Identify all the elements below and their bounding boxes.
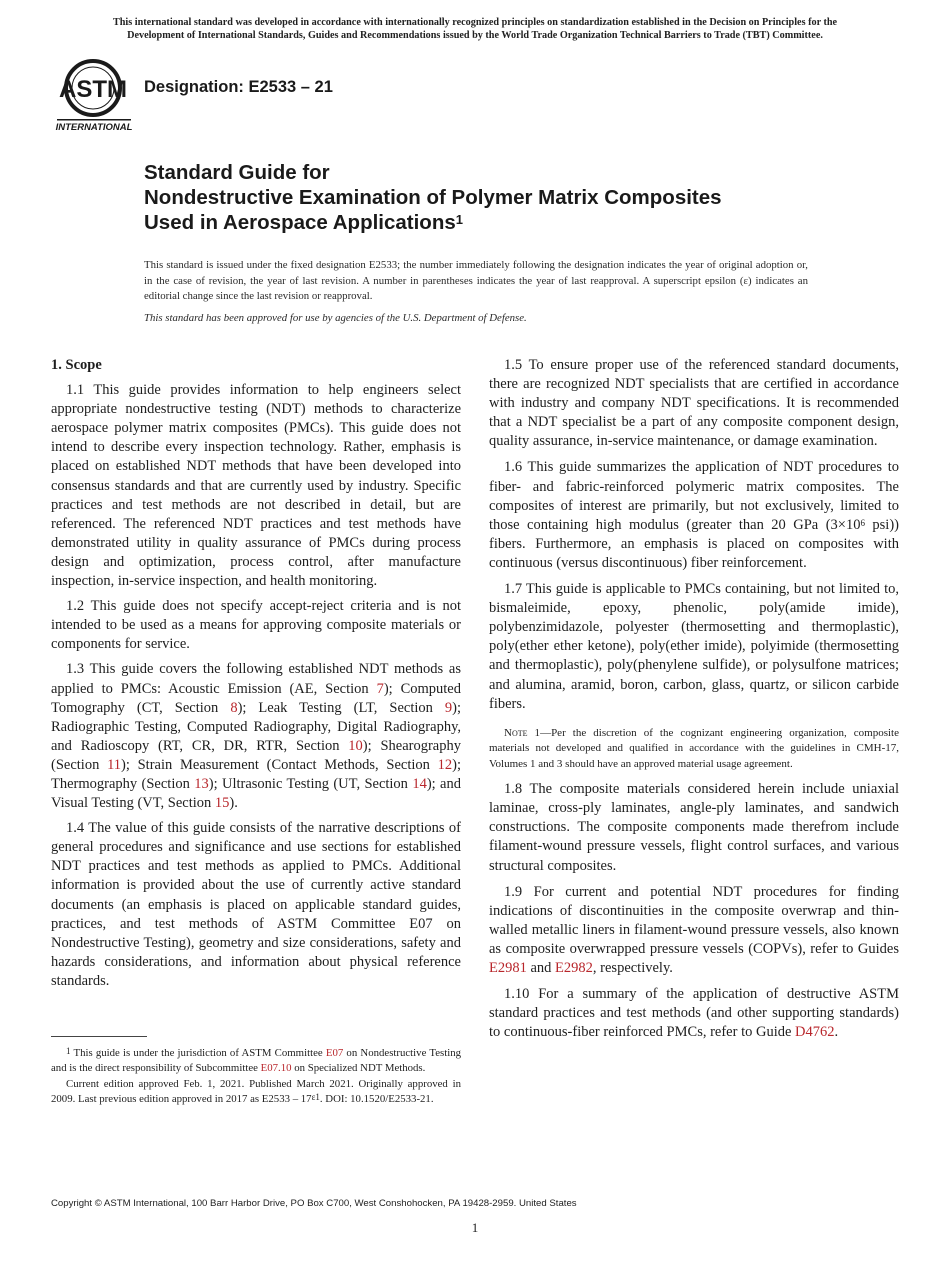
tbt-notice (40, 16, 910, 42)
p16-text: 1.6 This guide summarizes the application of NDT procedures to fiber- and fabric-reinforced polymeric matrix composites. The composites of interest are primarily, but not exclusively, limited to those containing high modulus (greater than 20 GPa (3×10 (489, 459, 899, 533)
logo-text: INTERNATIONAL (55, 122, 133, 133)
astm-international-logo (53, 57, 135, 133)
section-7-link[interactable]: 7 (376, 680, 384, 697)
fn1-text: This guide is under the jurisdiction of ASTM Committee (70, 1047, 326, 1059)
document-title (144, 160, 844, 235)
p19-text: and (526, 960, 556, 977)
section-10-link[interactable]: 10 (348, 737, 363, 754)
section-9-link[interactable]: 9 (444, 699, 453, 716)
footnote-mark: 1 (66, 1046, 71, 1056)
p13-text: ); Computed Tomography (CT, Section (51, 680, 461, 716)
p110-text: 1.10 For a summary of the application of destructive ASTM standard practices and test methods (and other supporting standards) to continuous-fiber reinforced PMCs, refer to Guide (489, 986, 899, 1041)
p13-text: ); Ultrasonic Testing (UT, Section (208, 775, 413, 792)
note-text: —Per the discretion of the cognizant engineering organization, composite materials not developed and qualified in accordance with the guidelines in CMH-17, Volumes 1 and 3 should have an approved material usage agreement. (489, 726, 899, 770)
title-line-1: Standard Guide for (144, 161, 330, 184)
exponent: 6 (860, 517, 865, 528)
note-label: Note 1 (504, 726, 541, 739)
page-number: 1 (471, 1220, 479, 1235)
paragraph-1-8: 1.8 The composite materials considered herein include uniaxial laminae, cross-ply laminates, angle-ply laminates, and sandwich constructions. The composite components made therefrom include filament-wound pressure vessels, flight control surfaces, and various structural composites. (489, 781, 899, 874)
note-1 (489, 726, 899, 773)
e07-10-link[interactable]: E07.10 (260, 1061, 292, 1074)
e2981-link[interactable]: E2981 (489, 960, 527, 977)
section-11-link[interactable]: 11 (107, 756, 122, 773)
p16-text: psi)) fibers. Furthermore, an emphasis is placed on composites with continuous (versus discontinuous) fiber reinforcement. (489, 516, 899, 571)
fn2-text: . DOI: 10.1520/E2533-21. (319, 1092, 434, 1105)
p13-text: 1.3 This guide covers the following established NDT methods as applied to PMCs: Acoustic Emission (AE, Section (51, 661, 461, 697)
section-14-link[interactable]: 14 (412, 775, 427, 792)
e2982-link[interactable]: E2982 (555, 960, 593, 977)
title-line-2: Nondestructive Examination of Polymer Matrix Composites (144, 186, 722, 209)
fn1-text: on Nondestructive Testing and is the direct responsibility of Subcommittee (51, 1047, 461, 1074)
paragraph-1-3 (51, 660, 461, 813)
paragraph-1-7: 1.7 This guide is applicable to PMCs containing, but not limited to, bismaleimide, epoxy, phenolic, poly(amide imide), polybenzimidazole, polyester (thermosetting and thermoplastic), poly(ether ether ketone), poly(ether imide), polyimide (thermosetting and thermoplastic), poly(phenylene sulfide), or polysulfone matrices; and alumina, aramid, boron, carbon, glass, quartz, or silicon carbide fibers. (489, 581, 899, 712)
p19-text: , respectively. (592, 960, 673, 977)
tbt-notice-line-2: Development of International Standards, Guides and Recommendations issued by the World Trade Organization Technical Barriers to Trade (TBT) Committee. (127, 30, 823, 41)
p13-text: ). (229, 795, 238, 812)
title-footnote-mark: 1 (455, 212, 463, 227)
paragraph-1-9 (489, 883, 899, 978)
approval-note: This standard has been approved for use by agencies of the U.S. Department of Defense. (144, 312, 527, 324)
epsilon-superscript: ε1 (311, 1091, 320, 1102)
section-12-link[interactable]: 12 (437, 756, 453, 773)
designation: Designation: E2533 – 21 (144, 78, 333, 96)
title-line-3 (144, 210, 844, 235)
section-1-heading: 1. Scope (51, 357, 102, 373)
p19-text: 1.9 For current and potential NDT procedures for finding indications of discontinuities in the composite overwrap and thin-walled metallic liners in filament-wound pressure vessels, also known as composite overwrapped pressure vessels (COPVs), refer to Guides (489, 883, 899, 957)
tbt-notice-line-1: This international standard was developed in accordance with internationally recognized principles on standardization established in the Decision on Principles for the (112, 17, 838, 28)
copyright: Copyright © ASTM International, 100 Barr Harbor Drive, PO Box C700, West Conshohocken, PA 19428-2959. United States (51, 1198, 577, 1209)
p13-text: ); Radiographic Testing, Computed Radiography, Digital Radiography, and Radioscopy (RT, CR, DR, RTR, Section (51, 699, 461, 754)
p13-text: ); Leak Testing (LT, Section (237, 699, 445, 716)
footnote-divider (51, 1036, 147, 1037)
p13-text: ); and Visual Testing (VT, Section (51, 775, 461, 812)
left-column (51, 356, 461, 997)
paragraph-1-10 (489, 985, 899, 1042)
paragraph-1-2: 1.2 This guide does not specify accept-reject criteria and is not intended to be used as a means for approving composite materials or components for service. (51, 598, 461, 653)
footnote-1 (51, 1046, 461, 1075)
footnotes (51, 1046, 461, 1108)
p110-text: . (834, 1024, 839, 1041)
paragraph-1-4: 1.4 The value of this guide consists of the narrative descriptions of general procedures and significance and use sections for established NDT practices and test methods as applied to PMCs. Additional information is provided about the use of currently active standard documents (an emphasis is placed on applicable standard guides, practices, and test methods of ASTM Committee E07 on Nondestructive Testing), geometry and size considerations, safety and hazards considerations, and information about physical reference standards. (51, 820, 461, 989)
title-line-3-text: Used in Aerospace Applications (144, 211, 456, 234)
paragraph-1-5: 1.5 To ensure proper use of the referenced standard documents, there are recognized NDT specialists that are certified in accordance with industry and company NDT specifications. It is recommended that a NDT specialist be a part of any composite component design, quality assurance, in-service maintenance, or damage examination. (489, 357, 899, 450)
fn2-text: Current edition approved Feb. 1, 2021. Published March 2021. Originally approved in 2009. Last previous edition approved in 2017 as E2533 – 17 (51, 1078, 461, 1105)
e07-link[interactable]: E07 (325, 1047, 344, 1059)
p13-text: ); Thermography (Section (51, 756, 461, 792)
paragraph-1-6 (489, 458, 899, 573)
p13-text: ); Shearography (Section (51, 737, 461, 773)
section-8-link[interactable]: 8 (230, 699, 238, 716)
logo-mark: ASTM (59, 76, 127, 103)
section-13-link[interactable]: 13 (194, 775, 209, 792)
p13-text: ); Strain Measurement (Contact Methods, Section (121, 756, 438, 773)
fn1-text: on Specialized NDT Methods. (291, 1061, 426, 1074)
issued-note: This standard is issued under the fixed designation E2533; the number immediately following the designation indicates the year of original adoption or, in the case of revision, the year of last revision. A number in parentheses indicates the year of last reapproval. A superscript epsilon (ε) indicates an editorial change since the last revision or reapproval. (144, 259, 808, 302)
paragraph-1-1: 1.1 This guide provides information to help engineers select appropriate nondestructive testing (NDT) methods to characterize aerospace polymer matrix composites (PMCs). This guide does not intend to describe every inspection technology. Rather, emphasis is placed on established NDT methods that have been developed into consensus standards and that are currently used by industry. Specific practices and test methods are not described in detail, but are referenced. The referenced NDT practices and test methods have demonstrated utility in quality assurance of PMCs during process design and optimization, process control, after manufacture inspection, in-service inspection, and health monitoring. (51, 382, 461, 590)
right-column (489, 356, 899, 1049)
section-15-link[interactable]: 15 (214, 795, 230, 812)
d4762-link[interactable]: D4762 (795, 1024, 835, 1041)
footnote-2 (51, 1077, 461, 1106)
